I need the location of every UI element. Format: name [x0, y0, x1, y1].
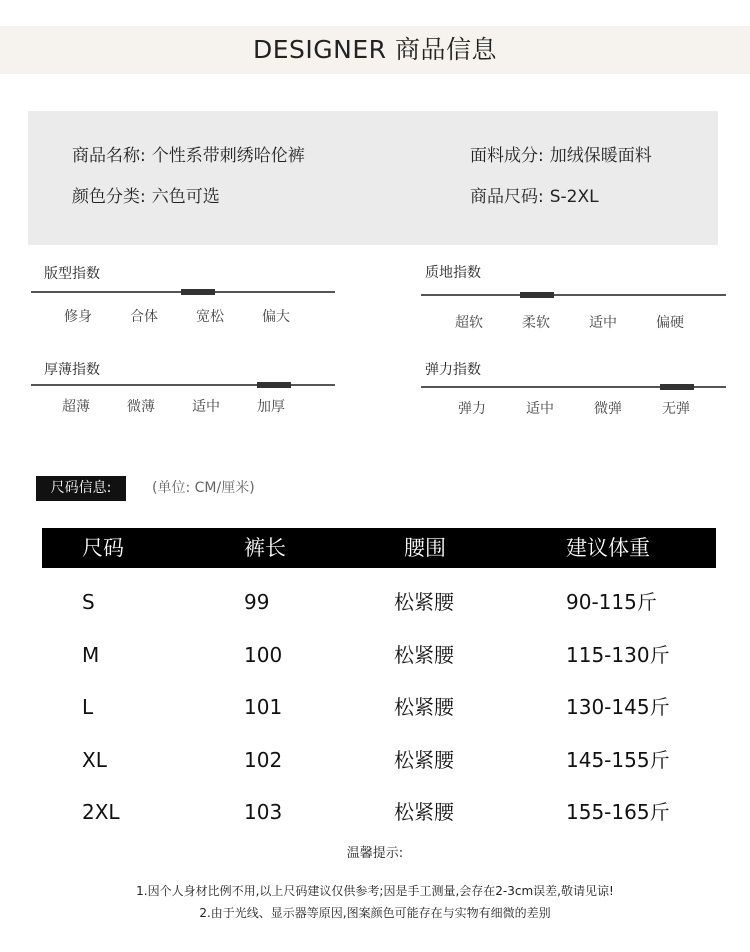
index-title: 版型指数 — [44, 266, 100, 282]
table-cell: 松紧腰 — [394, 643, 454, 667]
index-title: 质地指数 — [425, 265, 481, 281]
table-cell: 松紧腰 — [394, 695, 454, 719]
table-cell: 101 — [244, 695, 283, 719]
table-cell: 103 — [244, 800, 283, 824]
index-option: 偏大 — [262, 309, 290, 325]
fabric-row — [470, 141, 652, 166]
index-option: 弹力 — [458, 401, 486, 417]
index-option: 加厚 — [257, 399, 285, 415]
fabric-value: 加绒保暖面料 — [549, 146, 652, 166]
table-cell: 100 — [244, 643, 283, 667]
index-option: 适中 — [526, 401, 554, 417]
index-option: 微弹 — [594, 401, 622, 417]
table-cell: XL — [82, 748, 107, 772]
product-name-row — [72, 141, 305, 166]
table-cell: 99 — [244, 590, 270, 614]
index-selected-marker — [520, 292, 554, 298]
index-title: 厚薄指数 — [44, 362, 100, 378]
table-cell: 松紧腰 — [394, 748, 454, 772]
table-cell: L — [82, 695, 94, 719]
table-cell: 130-145斤 — [566, 695, 670, 719]
tip-line-1: 1.因个人身材比例不用,以上尺码建议仅供参考;因是手工测量,会存在2-3cm误差,敬请见谅! — [136, 884, 614, 898]
table-cell: 102 — [244, 748, 283, 772]
col-header-size: 尺码 — [82, 536, 124, 560]
index-title: 弹力指数 — [425, 362, 481, 378]
table-cell: M — [82, 643, 100, 667]
tips-title: 温馨提示: — [346, 846, 404, 861]
index-selected-marker — [257, 382, 291, 388]
table-cell: 145-155斤 — [566, 748, 670, 772]
index-option: 超薄 — [62, 399, 90, 415]
index-option: 柔软 — [522, 315, 550, 331]
table-cell: 155-165斤 — [566, 800, 670, 824]
product-info-box — [28, 111, 718, 245]
index-selected-marker — [660, 384, 694, 390]
page-title: DESIGNER 商品信息 — [253, 35, 497, 64]
index-selected-marker — [181, 289, 215, 295]
tip-line-2: 2.由于光线、显示器等原因,图案颜色可能存在与实物有细微的差别 — [199, 906, 551, 920]
index-option: 偏硬 — [656, 315, 684, 331]
table-cell: 松紧腰 — [394, 590, 454, 614]
table-cell: 90-115斤 — [566, 590, 657, 614]
color-value: 六色可选 — [151, 187, 220, 207]
size-range-value: S-2XL — [549, 187, 599, 207]
col-header-weight: 建议体重 — [566, 536, 650, 560]
index-option: 超软 — [455, 315, 483, 331]
index-option: 适中 — [192, 399, 220, 415]
index-option: 宽松 — [196, 309, 224, 325]
index-option: 修身 — [64, 309, 92, 325]
col-header-length: 裤长 — [244, 536, 286, 560]
index-scale-line — [421, 294, 726, 296]
table-cell: S — [82, 590, 95, 614]
fabric-label: 面料成分: — [470, 146, 544, 166]
color-row — [72, 182, 220, 207]
product-name-label: 商品名称: — [72, 146, 146, 166]
col-header-waist: 腰围 — [404, 536, 446, 560]
index-option: 无弹 — [662, 401, 690, 417]
color-label: 颜色分类: — [72, 187, 146, 207]
table-cell: 松紧腰 — [394, 800, 454, 824]
size-info-label: 尺码信息: — [36, 476, 126, 501]
table-cell: 2XL — [82, 800, 120, 824]
table-cell: 115-130斤 — [566, 643, 670, 667]
index-option: 合体 — [130, 309, 158, 325]
index-option: 微薄 — [127, 399, 155, 415]
unit-note: (单位: CM/厘米) — [152, 480, 255, 496]
index-option: 适中 — [589, 315, 617, 331]
size-range-row — [470, 182, 599, 207]
size-range-label: 商品尺码: — [470, 187, 544, 207]
product-name-value: 个性系带刺绣哈伦裤 — [151, 146, 305, 166]
